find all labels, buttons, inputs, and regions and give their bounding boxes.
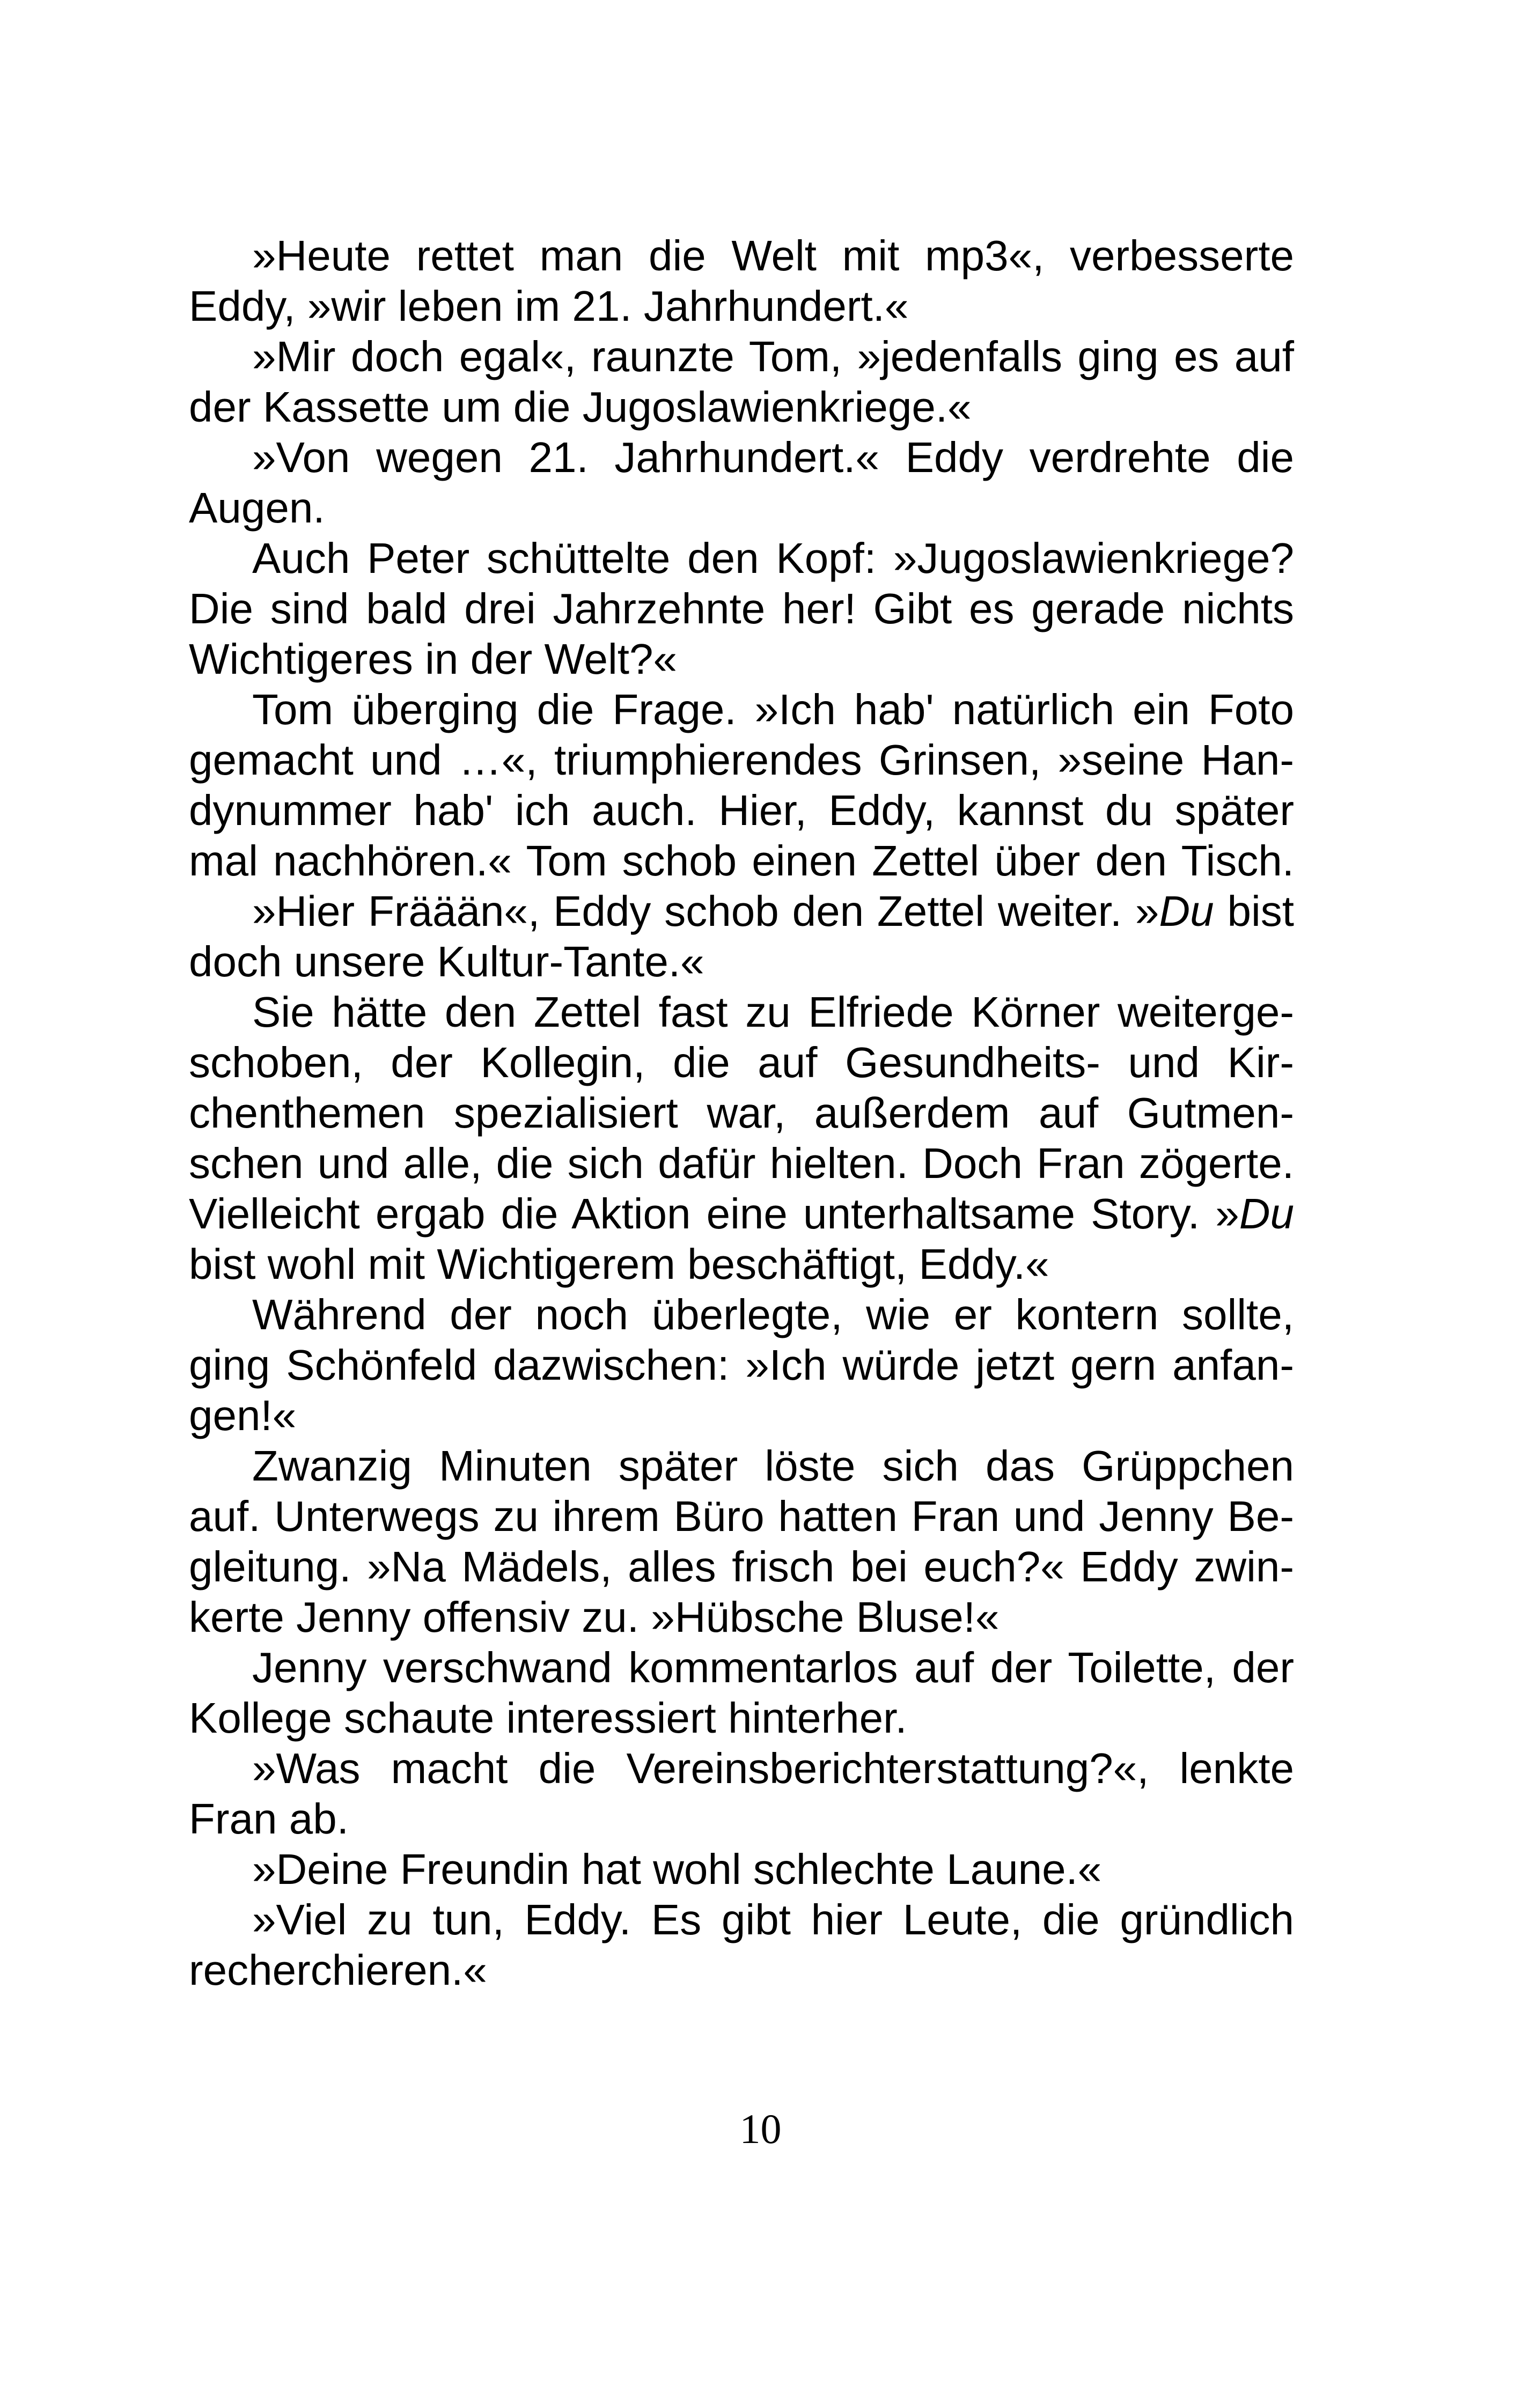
text-run: Eddy, »wir leben im 21. Jahrhundert.« — [189, 282, 909, 330]
text-run: Kollege schaute interessiert hinterher. — [189, 1694, 907, 1742]
text-run: »Was macht die Vereinsberichterstattung?«, lenkte — [252, 1744, 1294, 1792]
body-text — [189, 231, 1294, 1995]
text-line — [189, 987, 1294, 1037]
text-run: doch unsere Kultur-Tante.« — [189, 938, 704, 985]
text-line — [189, 1239, 1294, 1290]
text-run: Die sind bald drei Jahrzehnte her! Gibt es gerade nichts — [189, 585, 1294, 632]
text-line — [189, 1441, 1294, 1491]
text-run: kerte Jenny offensiv zu. »Hübsche Bluse!« — [189, 1593, 1000, 1641]
italic-text: Du — [1239, 1190, 1294, 1238]
text-line — [189, 1895, 1294, 1945]
text-run: gen!« — [189, 1391, 297, 1439]
text-run: »Deine Freundin hat wohl schlechte Laune.« — [252, 1845, 1102, 1893]
text-run: »Heute rettet man die Welt mit mp3«, verbesserte — [252, 232, 1294, 279]
text-run: bist — [1214, 887, 1295, 935]
italic-text: Du — [1159, 887, 1214, 935]
text-line — [189, 1794, 1294, 1844]
text-run: Auch Peter schüttelte den Kopf: »Jugoslawienkriege? — [252, 534, 1294, 582]
text-run: Sie hätte den Zettel fast zu Elfriede Körner weiterge- — [252, 988, 1294, 1036]
text-run: bist wohl mit Wichtigerem beschäftigt, Eddy.« — [189, 1240, 1049, 1288]
text-run: Jenny verschwand kommentarlos auf der Toilette, der — [252, 1644, 1294, 1691]
text-run: Zwanzig Minuten später löste sich das Grüppchen — [252, 1442, 1294, 1490]
text-line — [189, 1290, 1294, 1340]
text-line — [189, 1088, 1294, 1138]
text-line — [189, 684, 1294, 735]
text-line — [189, 1844, 1294, 1895]
text-line — [189, 886, 1294, 937]
text-run: auf. Unterwegs zu ihrem Büro hatten Fran und Jenny Be- — [189, 1492, 1294, 1540]
text-run: gleitung. »Na Mädels, alles frisch bei euch?« Eddy zwin- — [189, 1543, 1294, 1590]
text-line — [189, 836, 1294, 886]
text-run: chenthemen spezialisiert war, außerdem auf Gutmen- — [189, 1089, 1294, 1137]
text-line — [189, 735, 1294, 785]
text-line — [189, 634, 1294, 684]
text-run: »Viel zu tun, Eddy. Es gibt hier Leute, die gründlich — [252, 1896, 1294, 1943]
text-line — [189, 1037, 1294, 1088]
text-line — [189, 281, 1294, 332]
text-line — [189, 1542, 1294, 1592]
text-run: »Von wegen 21. Jahrhundert.« Eddy verdrehte die — [252, 433, 1294, 481]
text-line — [189, 1693, 1294, 1743]
text-run: schen und alle, die sich dafür hielten. Doch Fran zögerte. — [189, 1139, 1294, 1187]
text-run: Fran ab. — [189, 1795, 349, 1843]
text-line — [189, 1743, 1294, 1794]
text-run: Tom überging die Frage. »Ich hab' natürlich ein Foto — [252, 686, 1294, 733]
text-line — [189, 1592, 1294, 1643]
text-run: »Hier Fräään«, Eddy schob den Zettel weiter. » — [252, 887, 1159, 935]
text-run: gemacht und …«, triumphierendes Grinsen, »seine Han- — [189, 736, 1294, 784]
text-run: dynummer hab' ich auch. Hier, Eddy, kannst du später — [189, 786, 1294, 834]
text-line — [189, 1138, 1294, 1189]
text-line — [189, 332, 1294, 382]
text-run: der Kassette um die Jugoslawienkriege.« — [189, 383, 972, 431]
text-line — [189, 533, 1294, 584]
text-line — [189, 785, 1294, 836]
text-line — [189, 1340, 1294, 1390]
text-run: Während der noch überlegte, wie er kontern sollte, — [252, 1291, 1294, 1338]
text-line — [189, 382, 1294, 432]
text-line — [189, 1189, 1294, 1239]
text-run: Wichtigeres in der Welt?« — [189, 635, 677, 683]
text-run: ging Schönfeld dazwischen: »Ich würde jetzt gern anfan- — [189, 1341, 1294, 1389]
text-line — [189, 1643, 1294, 1693]
text-run: mal nachhören.« Tom schob einen Zettel über den Tisch. — [189, 837, 1294, 885]
text-run: »Mir doch egal«, raunzte Tom, »jedenfalls ging es auf — [252, 333, 1294, 380]
text-run: recherchieren.« — [189, 1946, 487, 1994]
text-line — [189, 483, 1294, 533]
text-line — [189, 1390, 1294, 1441]
text-line — [189, 1491, 1294, 1542]
text-line — [189, 432, 1294, 483]
text-line — [189, 937, 1294, 987]
text-line — [189, 231, 1294, 281]
text-run: schoben, der Kollegin, die auf Gesundheits- und Kir- — [189, 1039, 1294, 1086]
text-line — [189, 584, 1294, 634]
text-line — [189, 1945, 1294, 1995]
text-run: Vielleicht ergab die Aktion eine unterhaltsame Story. » — [189, 1190, 1239, 1238]
page-number: 10 — [739, 2105, 782, 2152]
text-run: Augen. — [189, 484, 325, 532]
